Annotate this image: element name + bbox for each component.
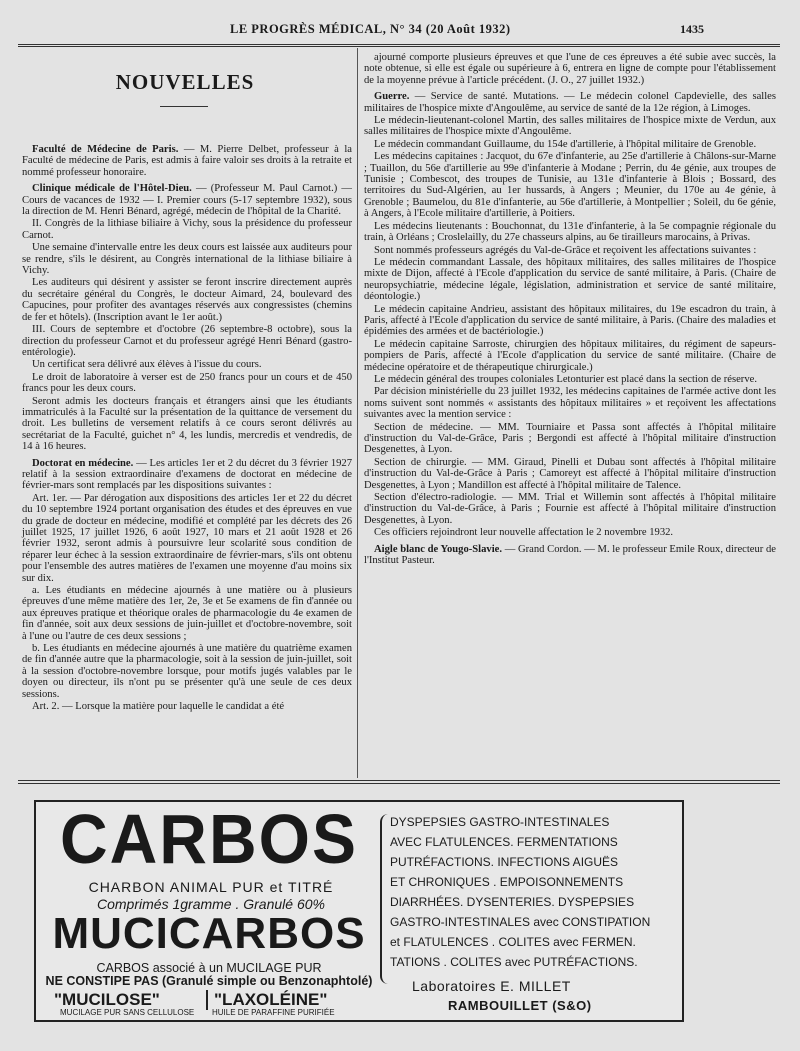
paragraph-text: Par décision ministérielle du 23 juillet 1932, les médecins capitaines de l'armée active dont les noms suivent sont nommés « assistants des hôpitaux militaires » et reçoivent les affectations suivantes avec la mention service :: [364, 386, 776, 421]
paragraph-text: a. Les étudiants en médecine ajournés à une matière ou à plusieurs épreuves d'une même matière des 1er, 2e, 3e et 5e examens de fin d'année ou aux épreuves pratique et théorique orales de pharmacologie du 4e examen de fin d'année, soit aux deux sessions de juin-juillet et d'octobre-novembre, soit à l'une ou l'autre de ces deux sessions ;: [22, 585, 352, 642]
paragraph-text: Art. 1er. — Par dérogation aux dispositions des articles 1er et 22 du décret du 10 septembre 1924 portant organisation des études et des épreuves en vue du grade de docteur en médecine, modifié et complété par les décrets des 26 juillet 1925, 17 juillet 1926, 6 août 1927, 10 mars et 21 août 1928 et 26 février 1932, seront admis à poursuivre leur scolarité sous condition de réparer leur échec à la session extraordinaire de février-mars, s'ils ont obtenu pour l'ensemble des autres matières de l'examen une moyenne d'au moins six sur dix.: [22, 492, 352, 584]
paragraph: [364, 544, 776, 567]
ad-indication-line: PUTRÉFACTIONS. INFECTIONS AIGUËS: [390, 855, 619, 869]
paragraph-text: Seront admis les docteurs français et étrangers ainsi que les étudiants immatriculés à la Faculté sur la présentation de la quittance de versement du droit. Les bulletins de versement relatifs à ce cours seront délivrés au secrétariat de la Faculté, guichet n° 4, les lundis, mercredis et vendredis, de 14 à 16 heures.: [22, 395, 352, 453]
paragraph: [22, 324, 352, 358]
paragraph-heading: Doctorat en médecine.: [32, 457, 134, 469]
paragraph-heading: Clinique médicale de l'Hôtel-Dieu.: [32, 183, 192, 195]
paragraph-text: Les auditeurs qui désirent y assister se feront inscrire directement auprès du secrétaire général du Congrès, le docteur Aimard, 24, boulevard des Capucines, pour profiter des avantages réservés aux congressistes (chemins de fer et hôtels). (Inscription avant le 1er août.): [22, 277, 352, 323]
ad-indication-line: AVEC FLATULENCES. FERMENTATIONS: [390, 835, 618, 849]
header-rule-2: [18, 46, 780, 47]
paragraph: [22, 277, 352, 323]
paragraph: [364, 374, 776, 385]
ad-mucilose-sub: MUCILAGE PUR SANS CELLULOSE: [60, 1008, 195, 1017]
ad-carbos-forms: Comprimés 1gramme . Granulé 60%: [97, 896, 325, 912]
ad-city: RAMBOUILLET (S&O): [448, 998, 592, 1013]
paragraph-text: Sont nommés professeurs agrégés du Val-de-Grâce et reçoivent les affectations suivantes :: [374, 244, 757, 256]
ad-indication-line: DYSPEPSIES GASTRO-INTESTINALES: [390, 815, 610, 829]
paragraph-heading: Guerre.: [374, 91, 410, 103]
paragraph-text: Section d'électro-radiologie. — MM. Trial et Willemin sont affectés à l'hôpital militaire d'instruction du Val-de-Grâce, à Paris ; Fournie est affecté à l'hôpital militaire d'instruction Desgenettes, à Lyon.: [364, 492, 776, 526]
paragraph-text: II. Congrès de la lithiase biliaire à Vichy, sous la présidence du professeur Carnot.: [22, 218, 352, 241]
paragraph: [22, 242, 352, 276]
carbos-advertisement: [34, 800, 684, 1022]
ad-brand-mucicarbos: MUCICARBOS: [52, 909, 366, 958]
paragraph-text: b. Les étudiants en médecine ajournés à une matière du quatrième examen de fin d'année autre que la pharmacologie, soit à la session de juin-juillet, soit à la session d'octobre-novembre lorsque, pour motifs jugés valables par le doyen ou directeur, ils n'ont pu se présenter qu'à une seule de ces deux sessions.: [22, 643, 352, 700]
ad-bracket: [380, 814, 388, 984]
paragraph: [364, 151, 776, 219]
paragraph: [22, 372, 352, 395]
paragraph-heading: Aigle blanc de Yougo-Slavie.: [374, 543, 503, 555]
paragraph: [22, 144, 352, 178]
paragraph: [364, 245, 776, 256]
page-number: 1435: [680, 22, 704, 36]
ad-indication-line: DIARRHÉES. DYSENTERIES. DYSPEPSIES: [390, 895, 635, 909]
column-divider: [357, 48, 358, 778]
paragraph-text: Section de médecine. — MM. Tourniaire et Passa sont affectés à l'hôpital militaire d'instruction du Val-de-Grâce, Paris ; Bergondi est affecté à l'hôpital militaire d'instruction Desgenettes, à Lyon.: [364, 421, 776, 456]
paragraph: [22, 396, 352, 453]
paragraph-text: — (Professeur M. Paul Carnot.) — Cours de vacances de 1932 — I. Premier cours (5-17 septembre 1932), sous la direction de M. Henri Bénard, agrégé, médecin de l'hôpital de la Charité.: [22, 183, 352, 218]
ad-laxoleine: "LAXOLÉINE": [206, 990, 327, 1010]
ad-laboratory: Laboratoires E. MILLET: [412, 978, 571, 994]
ad-indication-line: GASTRO-INTESTINALES avec CONSTIPATION: [390, 915, 651, 929]
paragraph: [364, 527, 776, 538]
paragraph-text: Le médecin général des troupes coloniales Letonturier est placé dans la section de réserve.: [374, 373, 757, 385]
paragraph: [364, 91, 776, 114]
paragraph-text: — M. Pierre Delbet, professeur à la Faculté de médecine de Paris, est admis à faire valoir ses droits à la retraite et nommé professeur honoraire.: [22, 144, 352, 178]
paragraph: [364, 422, 776, 456]
ad-carbos-tagline: CHARBON ANIMAL PUR et TITRÉ: [88, 879, 334, 895]
ad-mucilose: "MUCILOSE": [54, 990, 160, 1009]
paragraph-text: III. Cours de septembre et d'octobre (26 septembre-8 octobre), sous la direction du professeur Carnot et du professeur agrégé Henri Bénard (gastro-entérologie).: [22, 324, 352, 358]
section-title-rule: [160, 106, 208, 107]
right-column: [364, 52, 776, 567]
ad-indication-line: ET CHRONIQUES . EMPOISONNEMENTS: [390, 875, 624, 889]
ad-mucicarbos-line-2: NE CONSTIPE PAS (Granulé simple ou Benzonaphtolé): [45, 974, 373, 988]
paragraph: [364, 52, 776, 86]
paragraph: [22, 218, 352, 241]
paragraph-text: Le médecin commandant Guillaume, du 154e d'artillerie, à l'hôpital militaire de Grenoble.: [374, 138, 757, 150]
paragraph-text: Section de chirurgie. — MM. Giraud, Pinelli et Dubau sont affectés à l'hôpital militaire d'instruction du Val-de-Grâce à Paris ; Camoreyt est affecté à l'hôpital militaire d'instruction Desgenettes, à Lyon ; Mandillon est affecté à l'hôpital militaire de Talence.: [364, 456, 776, 491]
paragraph: [22, 458, 352, 492]
paragraph-text: Une semaine d'intervalle entre les deux cours est laissée aux auditeurs pour se rendre, s'ils le désirent, au Congrès international de la lithiase biliaire à Vichy.: [22, 242, 352, 277]
ad-mucicarbos-line-1: CARBOS associé à un MUCILAGE PUR: [96, 961, 322, 975]
paragraph-text: Les médecins lieutenants : Bouchonnat, du 131e d'infanterie, à la 5e compagnie régionale du train, à Orléans ; Croslelailly, du 27e chasseurs alpins, au 6e tirailleurs marocains, à Privas.: [364, 220, 776, 244]
paragraph-text: Un certificat sera délivré aux élèves à l'issue du cours.: [32, 359, 262, 371]
paragraph-text: Le droit de laboratoire à verser est de 250 francs pour un cours et de 450 francs pour les deux cours.: [22, 371, 352, 395]
paragraph: [22, 643, 352, 700]
ad-top-rule: [18, 780, 780, 781]
ad-indications: [390, 812, 676, 972]
paragraph-text: Art. 2. — Lorsque la matière pour laquelle le candidat a été: [32, 701, 285, 713]
paragraph-text: — Grand Cordon. — M. le professeur Emile Roux, directeur de l'Institut Pasteur.: [364, 543, 777, 567]
ad-top-rule-2: [18, 783, 780, 784]
section-title: NOUVELLES: [115, 70, 255, 94]
paragraph: [364, 304, 776, 338]
paragraph: [364, 257, 776, 303]
paragraph: [22, 585, 352, 642]
header-rule: [18, 44, 780, 45]
left-column: [22, 144, 352, 714]
paragraph-text: Le médecin-lieutenant-colonel Martin, des salles militaires de l'hospice mixte de Verdun, aux salles militaires de l'hospice mixte d'Angoulême.: [364, 115, 776, 138]
paragraph: [22, 359, 352, 370]
paragraph-text: Le médecin commandant Lassale, des hôpitaux militaires, des salles militaires de l'hospice mixte de Dijon, affecté à l'Ecole d'application du service de santé militaire, à Paris. (Chaire de neuropsychiatrie, médecine légale, législation, administration et service de santé militaire, déontologie.): [364, 256, 776, 303]
paragraph: [22, 493, 352, 584]
paragraph: [22, 701, 352, 712]
page-header: [230, 22, 710, 40]
paragraph: [364, 492, 776, 526]
paragraph-text: — Service de santé. Mutations. — Le médecin colonel Capdevielle, des salles militaires de l'hospice mixte d'Angoulême, au service de santé de la 12e région, à Limoges.: [364, 91, 776, 114]
paragraph: [364, 339, 776, 373]
paragraph-text: — Les articles 1er et 2 du décret du 3 février 1927 relatif à la session extraordinaire d'examens de doctorat en médecine de février-mars sont remplacés par les dispositions suivantes :: [22, 457, 353, 492]
ad-mucicarbos-description: [44, 962, 374, 988]
ad-laxoleine-sub: HUILE DE PARAFFINE PURIFIÉE: [212, 1008, 335, 1017]
paragraph-text: Les médecins capitaines : Jacquot, du 67e d'infanterie, au 25e d'artillerie à Châlons-sur-Marne ; Tuaillon, du 56e d'artillerie au 99e d'infanterie à Modane ; Perrin, du 4e génie, aux troupes de Tunisie ; Combescot, des troupes de Tunisie, au 131e d'infanterie à Blois ; Bossard, des territoires du Sud-Algérien, au 1er hussards, à Angers ; Meunier, du 170e au 4e génie, à Grenoble ; Baumelou, du 81e d'infanterie, au 56e d'artillerie, à Montpellier ; Soleil, du 6e génie, à Angers, à l'Ecole militaire d'artillerie, à Poitiers.: [364, 151, 776, 220]
paragraph: [364, 115, 776, 138]
paragraph: [22, 183, 352, 217]
ad-brand-carbos: CARBOS: [59, 800, 358, 878]
paragraph-text: Le médecin capitaine Andrieu, assistant des hôpitaux militaires, du 19e escadron du train, à Paris, affecté à l'Ecole d'application du service de santé militaire, à Paris. (Chaire des maladies et épidémies des armées et de bactériologie.): [364, 303, 776, 338]
paragraph-heading: Faculté de Médecine de Paris.: [32, 144, 179, 155]
ad-indication-line: et FLATULENCES . COLITES avec FERMEN.: [390, 935, 636, 949]
journal-running-title: LE PROGRÈS MÉDICAL, N° 34 (20 Août 1932): [230, 22, 511, 36]
paragraph: [364, 386, 776, 420]
paragraph: [364, 457, 776, 491]
paragraph-text: Le médecin capitaine Sarroste, chirurgien des hôpitaux militaires, du régiment de sapeurs-pompiers de Paris, affecté à l'Ecole d'application du service de santé militaire. (Chaire de médecine opératoire et de thérapeutique chirurgicale.): [364, 338, 776, 373]
paragraph-text: ajourné comporte plusieurs épreuves et que l'une de ces épreuves a été subie avec succès, la note obtenue, si elle est égale ou supérieure à 6, entrera en ligne de compte pour l'établissement de la moyenne prévue à l'article précédent. (J. O., 27 juillet 1932.): [364, 52, 776, 86]
paragraph: [364, 139, 776, 150]
paragraph: [364, 221, 776, 244]
paragraph-text: Ces officiers rejoindront leur nouvelle affectation le 2 novembre 1932.: [374, 527, 674, 539]
ad-indication-line: TATIONS . COLITES avec PUTRÉFACTIONS.: [390, 955, 638, 969]
